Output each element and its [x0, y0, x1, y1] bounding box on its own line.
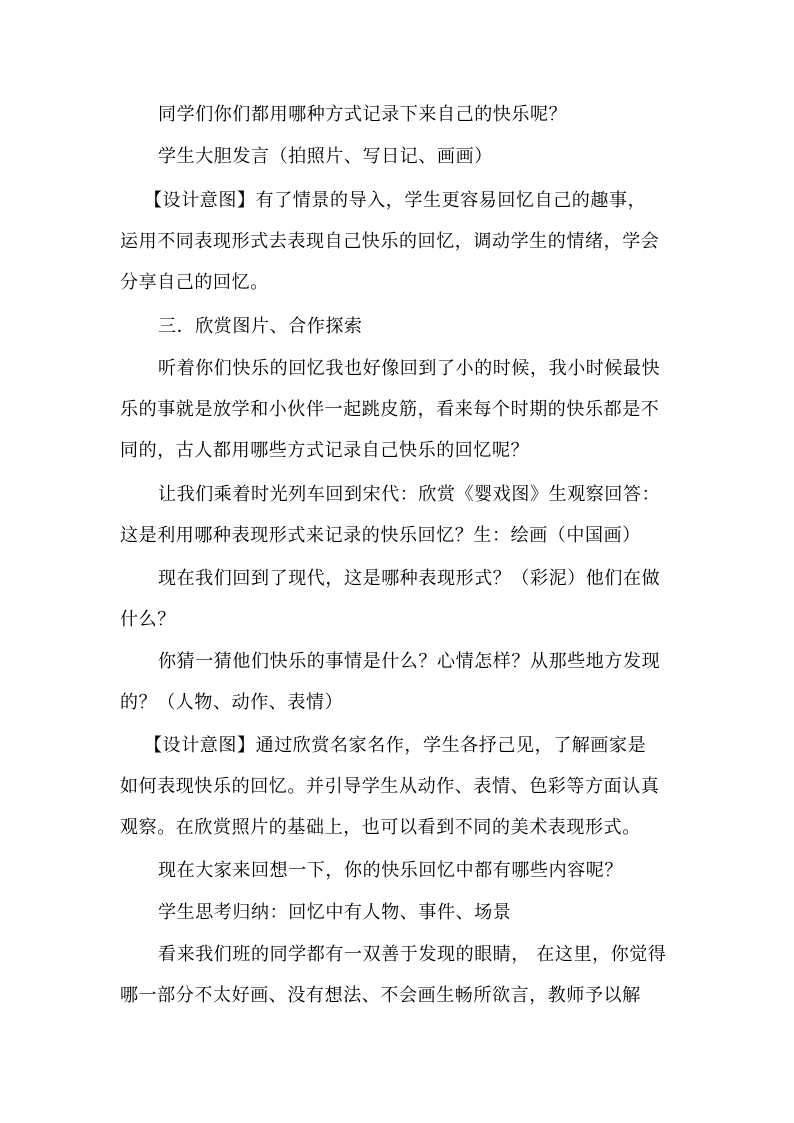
paragraph-design-intent-2-cont: 如何表现快乐的回忆。并引导学生从动作、表情、色彩等方面认真 观察。在欣赏照片的基础上，也可以看到不同的美术表现形式。 — [120, 776, 660, 839]
paragraph-modern-clay-cont: 什么？ — [120, 609, 176, 630]
paragraph-guess-feelings: 你猜一猜他们快乐的事情是什么？心情怎样？从那些地方发现 — [158, 651, 661, 672]
paragraph-design-intent-1-cont: 运用不同表现形式去表现自己快乐的回忆，调动学生的情绪，学会 分享自己的回忆。 — [120, 231, 660, 294]
paragraph-student-summary: 学生思考归纳：回忆中有人物、事件、场景 — [158, 902, 512, 923]
paragraph-design-intent-2: 【设计意图】通过欣赏名家名作，学生各抒己见，了解画家是 — [144, 735, 647, 756]
paragraph-observant-eyes-cont: 哪一部分不太好画、没有想法、不会画生畅所欲言，教师予以解 — [120, 985, 641, 1006]
paragraph-design-intent-1: 【设计意图】有了情景的导入，学生更容易回忆自己的趣事， — [144, 190, 647, 211]
paragraph-childhood-memory: 听着你们快乐的回忆我也好像回到了小的时候，我小时候最快 — [158, 358, 661, 379]
paragraph-song-dynasty: 让我们乘着时光列车回到宋代：欣赏《婴戏图》生观察回答： — [158, 484, 661, 505]
section-heading-appreciate: 三．欣赏图片、合作探索 — [158, 316, 363, 337]
paragraph-recording-question: 同学们你们都用哪种方式记录下来自己的快乐呢？ — [158, 104, 568, 125]
paragraph-childhood-memory-cont: 乐的事就是放学和小伙伴一起跳皮筋，看来每个时期的快乐都是不 同的，古人都用哪些方式记录自己快乐的回忆呢？ — [120, 399, 660, 462]
paragraph-recall-content: 现在大家来回想一下，你的快乐回忆中都有哪些内容呢？ — [158, 860, 623, 881]
paragraph-student-answers: 学生大胆发言（拍照片、写日记、画画） — [158, 146, 493, 167]
paragraph-guess-feelings-cont: 的？（人物、动作、表情） — [120, 692, 344, 713]
paragraph-observant-eyes: 看来我们班的同学都有一双善于发现的眼睛， 在这里，你觉得 — [158, 944, 667, 965]
paragraph-song-dynasty-cont: 这是利用哪种表现形式来记录的快乐回忆？生：绘画（中国画） — [120, 525, 641, 546]
paragraph-modern-clay: 现在我们回到了现代，这是哪种表现形式？（彩泥）他们在做 — [158, 568, 661, 589]
